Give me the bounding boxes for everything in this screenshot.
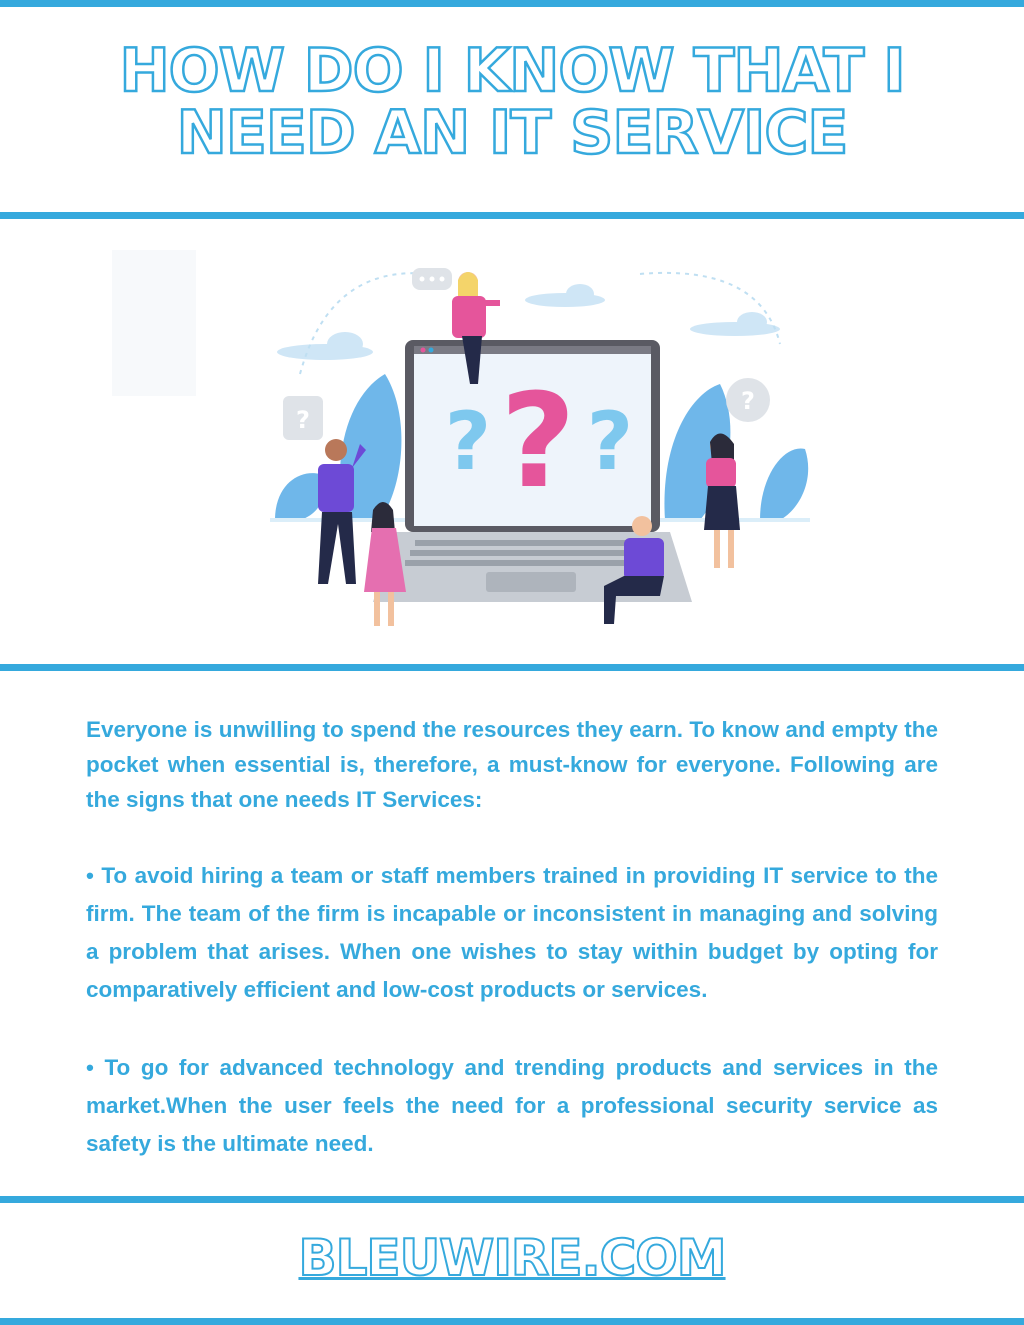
website-link[interactable]: BLEUWIRE.COM bbox=[298, 1229, 726, 1287]
speech-bubble-left-icon bbox=[283, 396, 323, 440]
title-line-1: HOW DO I KNOW THAT I bbox=[119, 36, 905, 106]
speech-bubble-right-icon bbox=[726, 378, 770, 422]
question-mark-right: ? bbox=[586, 395, 634, 488]
title-divider bbox=[0, 212, 1024, 219]
footer-divider bbox=[0, 1196, 1024, 1203]
footer bbox=[0, 1228, 1024, 1288]
top-rule bbox=[0, 0, 1024, 7]
question-mark-large: ? bbox=[500, 365, 576, 517]
svg-text:?: ? bbox=[741, 387, 755, 415]
question-mark-left: ? bbox=[444, 395, 492, 488]
page-title bbox=[0, 36, 1024, 168]
bullet-item-1: • To avoid hiring a team or staff members trained in providing IT service to the firm. The team of the firm is incapable or inconsistent in managing and solving a problem that arises. When one wishes to stay within budget by opting for comparatively efficient and low-cost products or services. bbox=[86, 863, 938, 1002]
faint-background-box bbox=[112, 250, 196, 396]
svg-text:?: ? bbox=[296, 406, 310, 434]
people-around-laptop-illustration bbox=[0, 224, 1024, 664]
bottom-rule bbox=[0, 1318, 1024, 1325]
bullet-item-2: • To go for advanced technology and trending products and services in the market.When the user feels the need for a professional security service as safety is the ultimate need. bbox=[86, 1055, 938, 1156]
speech-bubble-dots-icon bbox=[412, 268, 452, 290]
illustration-divider bbox=[0, 664, 1024, 671]
article-body bbox=[86, 712, 938, 1163]
title-line-2: NEED AN IT SERVICE bbox=[176, 98, 848, 168]
intro-paragraph: Everyone is unwilling to spend the resources they earn. To know and empty the pocket when essential is, therefore, a must-know for everyone. Following are the signs that one needs IT Services: bbox=[86, 717, 938, 812]
